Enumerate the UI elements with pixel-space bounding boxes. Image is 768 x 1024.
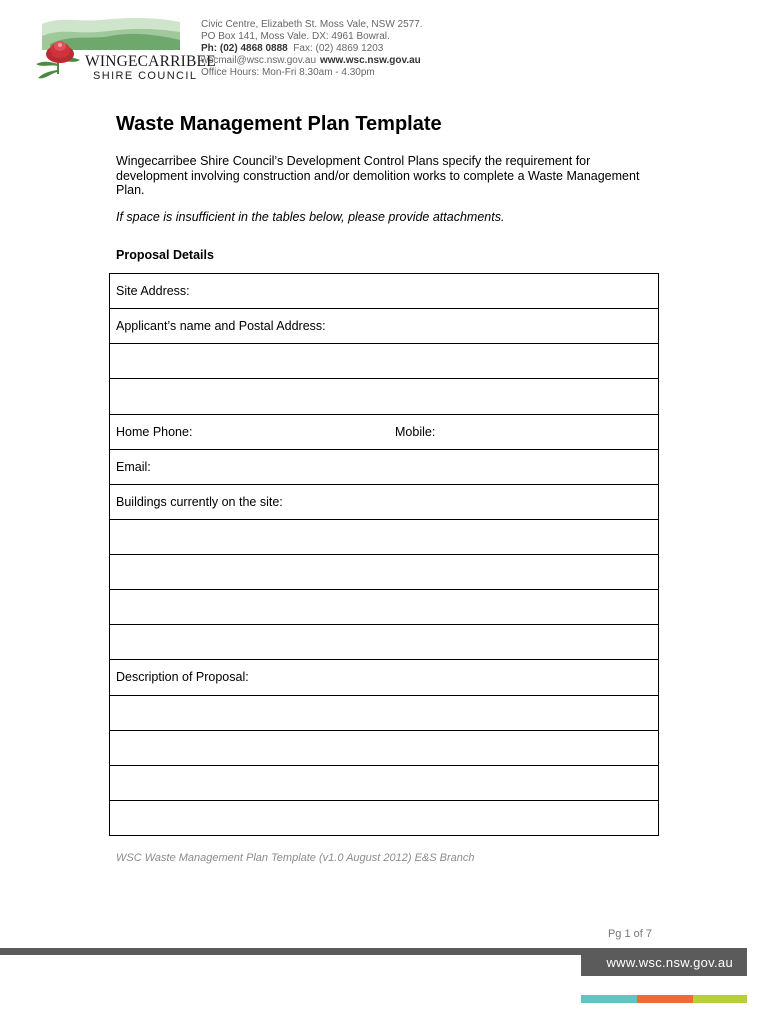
description-field[interactable]: Description of Proposal: — [110, 660, 659, 695]
buildings-line-5[interactable] — [110, 625, 659, 660]
applicant-line-2[interactable] — [110, 344, 659, 379]
table-row — [110, 730, 659, 765]
buildings-line-3[interactable] — [110, 555, 659, 590]
logo-subtitle: SHIRE COUNCIL — [93, 70, 198, 82]
table-row — [110, 274, 659, 309]
phone-field-row[interactable] — [110, 414, 659, 449]
table-row — [110, 484, 659, 519]
page-number: Pg 1 of 7 — [607, 928, 652, 940]
buildings-field[interactable]: Buildings currently on the site: — [110, 484, 659, 519]
footer-website-link[interactable]: www.wsc.nsw.gov.au — [581, 948, 747, 976]
mobile-label: Mobile: — [395, 424, 436, 439]
phone-line — [201, 43, 423, 55]
buildings-line-4[interactable] — [110, 590, 659, 625]
table-row — [110, 344, 659, 379]
page-title: Waste Management Plan Template — [116, 113, 442, 135]
address-line: Civic Centre, Elizabeth St. Moss Vale, NSW 2577. — [201, 19, 423, 30]
email-field[interactable]: Email: — [110, 449, 659, 484]
contact-block — [201, 19, 423, 79]
intro-paragraph: Wingecarribee Shire Council’s Development Control Plans specify the requirement for development involving construction and/or demolition works to complete a Waste Management Plan. — [116, 154, 640, 197]
description-line-3[interactable] — [110, 730, 659, 765]
table-row — [110, 519, 659, 554]
applicant-line-3[interactable] — [110, 379, 659, 414]
fax: Fax: (02) 4869 1203 — [293, 43, 384, 54]
buildings-line-2[interactable] — [110, 519, 659, 554]
table-row — [110, 590, 659, 625]
table-row — [110, 555, 659, 590]
office-hours: Office Hours: Mon-Fri 8.30am - 4.30pm — [201, 67, 375, 78]
description-line-5[interactable] — [110, 800, 659, 835]
proposal-details-table — [109, 273, 659, 836]
logo-name: WINGECARRIBEE — [85, 53, 216, 70]
postal-line: PO Box 141, Moss Vale. DX: 4961 Bowral. — [201, 31, 390, 42]
table-row — [110, 379, 659, 414]
footer-band — [0, 948, 581, 955]
home-phone-label: Home Phone: — [116, 424, 193, 439]
applicant-field[interactable]: Applicant’s name and Postal Address: — [110, 309, 659, 344]
attachment-note: If space is insufficient in the tables below, please provide attachments. — [116, 210, 505, 224]
phone: Ph: (02) 4868 0888 — [201, 43, 288, 54]
email-line — [201, 55, 423, 67]
table-row — [110, 800, 659, 835]
table-row — [110, 309, 659, 344]
footer-stripe-orange — [637, 995, 693, 1003]
table-row — [110, 414, 659, 449]
contact-email-link[interactable]: wscmail@wsc.nsw.gov.au — [201, 55, 316, 66]
description-line-4[interactable] — [110, 765, 659, 800]
contact-website-link[interactable]: www.wsc.nsw.gov.au — [320, 55, 421, 66]
site-address-field[interactable]: Site Address: — [110, 274, 659, 309]
council-logo — [30, 14, 216, 86]
footer-stripe-teal — [581, 995, 637, 1003]
table-row — [110, 625, 659, 660]
document-reference: WSC Waste Management Plan Template (v1.0 August 2012) E&S Branch — [116, 852, 475, 864]
section-title: Proposal Details — [116, 248, 214, 262]
table-row — [110, 695, 659, 730]
table-row — [110, 449, 659, 484]
footer-stripe-lime — [693, 995, 747, 1003]
table-row — [110, 660, 659, 695]
table-row — [110, 765, 659, 800]
description-line-2[interactable] — [110, 695, 659, 730]
